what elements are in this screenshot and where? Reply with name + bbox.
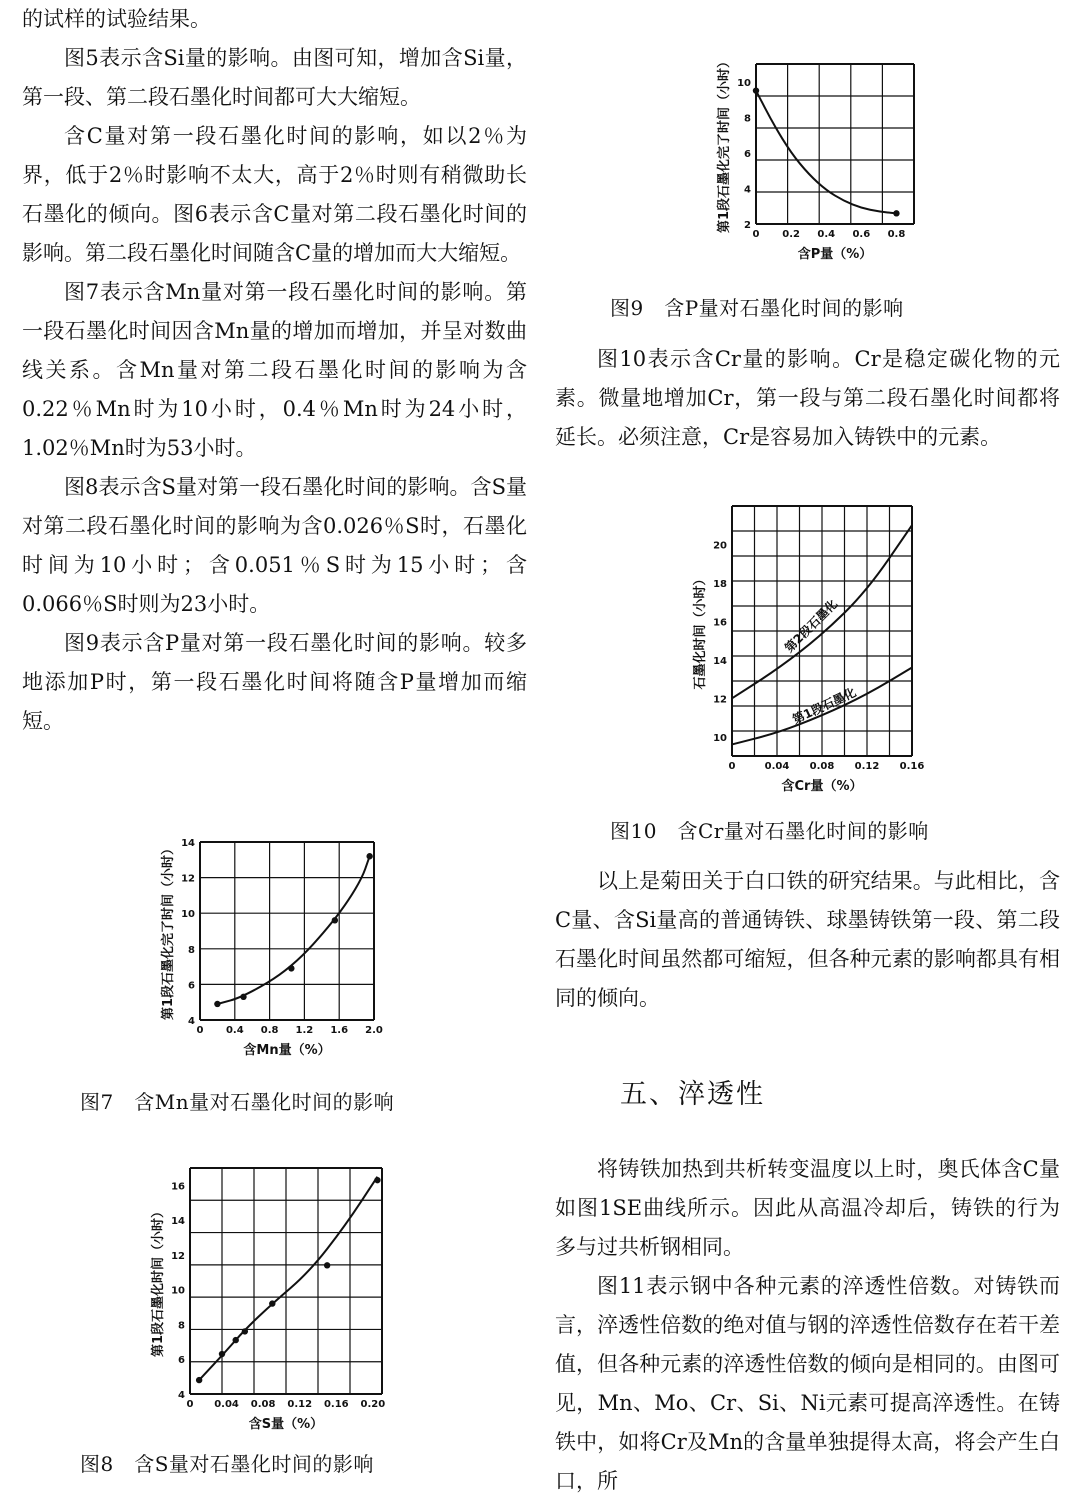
y-tick-label: 4	[178, 1390, 185, 1401]
paragraph: 图11表示钢中各种元素的淬透性倍数。对铸铁而言，淬透性倍数的绝对值与钢的淬透性倍数存在若干差值，但各种元素的淬透性倍数的倾向是相同的。由图可见，Mn、Mo、Cr、Si、Ni元素可提高淬透性。在铸铁中，如将Cr及Mn的含量单独提得太高，将会产生白口，所	[555, 1274, 1060, 1493]
y-axis-label: 第1段石墨化完了时间（小时）	[717, 54, 732, 234]
curve-line	[756, 91, 896, 214]
x-tick-label: 0.4	[225, 1025, 244, 1036]
paragraph: 图8表示含S量对第一段石墨化时间的影响。含S量对第二段石墨化时间的影响为含0.026％S时，石墨化时间为10小时；含0.051％S时为15小时；含0.066％S时则为23小时。	[22, 475, 527, 616]
y-tick-label: 8	[178, 1320, 185, 1332]
data-point	[233, 1337, 239, 1343]
paragraph: 图5表示含Si量的影响。由图可知，增加含Si量，第一段、第二段石墨化时间都可大大缩短。	[22, 46, 527, 109]
figure-9-chart	[700, 38, 920, 278]
x-tick-label: 0	[728, 761, 736, 772]
data-point	[366, 853, 372, 859]
x-tick-label: 0.6	[852, 229, 871, 240]
x-axis-label: 含P量（%）	[797, 247, 873, 262]
y-tick-label: 14	[171, 1216, 185, 1228]
x-tick-label: 0.08	[250, 1399, 276, 1410]
x-tick-label: 0.20	[360, 1399, 386, 1410]
paragraph: 将铸铁加热到共析转变温度以上时，奥氏体含C量如图1SE曲线所示。因此从高温冷却后，铸铁的行为多与过共析钢相同。	[555, 1157, 1060, 1259]
paragraph: 图10表示含Cr量的影响。Cr是稳定碳化物的元素。微量地增加Cr，第一段与第二段石墨化时间都将延长。必须注意，Cr是容易加入铸铁中的元素。	[555, 347, 1060, 449]
y-axis-label: 第1段石墨化完了时间（小时）	[161, 841, 176, 1021]
curve-line	[199, 1177, 377, 1380]
x-axis-label: 含Cr量（%）	[781, 779, 863, 794]
figure-8-caption: 图8 含S量对石墨化时间的影响	[80, 1452, 374, 1476]
y-tick-label: 6	[744, 148, 751, 160]
y-axis-label: 石墨化时间（小时）	[693, 572, 708, 690]
y-tick-label: 10	[713, 732, 727, 744]
figure-7-caption: 图7 含Mn量对石墨化时间的影响	[80, 1090, 395, 1114]
x-tick-label: 0.16	[899, 761, 925, 772]
x-tick-label: 0.8	[887, 229, 906, 240]
y-tick-label: 2	[744, 220, 751, 231]
data-point	[196, 1377, 202, 1383]
x-tick-label: 0.04	[214, 1399, 239, 1410]
y-tick-label: 8	[744, 113, 751, 125]
y-tick-label: 4	[188, 1016, 195, 1027]
paragraph: 以上是菊田关于白口铁的研究结果。与此相比，含C量、含Si量高的普通铸铁、球墨铸铁第一段、第二段石墨化时间虽然都可缩短，但各种元素的影响都具有相同的倾向。	[555, 869, 1060, 1010]
paragraph: 的试样的试验结果。	[22, 7, 211, 31]
x-tick-label: 2.0	[365, 1025, 383, 1036]
right-column-mid	[555, 862, 1060, 1018]
data-point	[269, 1300, 275, 1306]
paragraph: 含C量对第一段石墨化时间的影响，如以2％为界，低于2％时影响不太大，高于2％时则有稍微助长石墨化的倾向。图6表示含C量对第二段石墨化时间的影响。第二段石墨化时间随含C量的增加而大大缩短。	[22, 124, 527, 265]
y-tick-label: 16	[713, 617, 727, 629]
y-tick-label: 8	[188, 944, 195, 956]
series-label: 第2段石墨化	[782, 596, 841, 656]
y-tick-label: 12	[181, 873, 195, 885]
data-point	[214, 1001, 220, 1007]
data-point	[374, 1177, 380, 1183]
y-tick-label: 18	[713, 578, 727, 590]
figure-7-chart	[140, 832, 383, 1072]
figure-10-chart	[670, 500, 925, 800]
y-axis-label: 第1段石墨化时间（小时）	[151, 1204, 166, 1358]
right-column-bottom	[555, 1150, 1060, 1501]
x-tick-label: 1.6	[330, 1025, 349, 1036]
x-tick-label: 0.08	[809, 761, 835, 772]
x-tick-label: 0.12	[287, 1399, 313, 1410]
y-tick-label: 14	[181, 838, 195, 849]
data-point	[288, 965, 294, 971]
x-tick-label: 0	[196, 1025, 204, 1036]
y-tick-label: 12	[171, 1250, 185, 1262]
figure-9-caption: 图9 含P量对石墨化时间的影响	[610, 296, 904, 320]
x-tick-label: 0.04	[764, 761, 790, 772]
y-tick-label: 10	[181, 909, 195, 921]
right-column-top	[555, 340, 1060, 457]
paragraph: 图9表示含P量对第一段石墨化时间的影响。较多地添加P时，第一段石墨化时间将随含P量增加而缩短。	[22, 631, 527, 733]
x-tick-label: 0	[752, 229, 760, 240]
data-point	[240, 994, 246, 1000]
data-point	[219, 1351, 225, 1357]
y-tick-label: 10	[171, 1285, 185, 1297]
y-tick-label: 6	[188, 980, 195, 992]
figure-8-chart	[130, 1160, 390, 1432]
data-point	[324, 1262, 330, 1268]
data-point	[242, 1328, 248, 1334]
x-tick-label: 0.2	[782, 229, 800, 240]
paragraph: 图7表示含Mn量对第一段石墨化时间的影响。第一段石墨化时间因含Mn量的增加而增加，并呈对数曲线关系。含Mn量对第二段石墨化时间的影响为含0.22％Mn时为10小时，0.4％Mn时为24小时，1.02％Mn时为53小时。	[22, 280, 527, 460]
left-column	[22, 0, 527, 741]
data-point	[893, 210, 899, 216]
y-tick-label: 6	[178, 1355, 185, 1367]
x-tick-label: 0.16	[323, 1399, 349, 1410]
x-tick-label: 0.8	[260, 1025, 279, 1036]
y-tick-label: 4	[744, 184, 751, 196]
y-tick-label: 16	[171, 1181, 185, 1193]
figure-10-caption: 图10 含Cr量对石墨化时间的影响	[610, 819, 929, 843]
x-axis-label: 含S量（%）	[248, 1417, 324, 1432]
x-tick-label: 1.2	[295, 1025, 314, 1036]
y-tick-label: 14	[713, 655, 727, 667]
x-tick-label: 0	[186, 1399, 194, 1410]
y-tick-label: 20	[713, 540, 727, 552]
data-point	[753, 87, 759, 93]
x-tick-label: 0.4	[817, 229, 836, 240]
x-axis-label: 含Mn量（%）	[243, 1043, 331, 1058]
section-title: 五、淬透性	[620, 1079, 765, 1110]
x-tick-label: 0.12	[854, 761, 880, 772]
series-label: 第1段石墨化	[790, 685, 859, 727]
y-tick-label: 10	[737, 77, 751, 89]
curve-line	[217, 856, 369, 1004]
y-tick-label: 12	[713, 694, 727, 706]
data-point	[332, 917, 338, 923]
